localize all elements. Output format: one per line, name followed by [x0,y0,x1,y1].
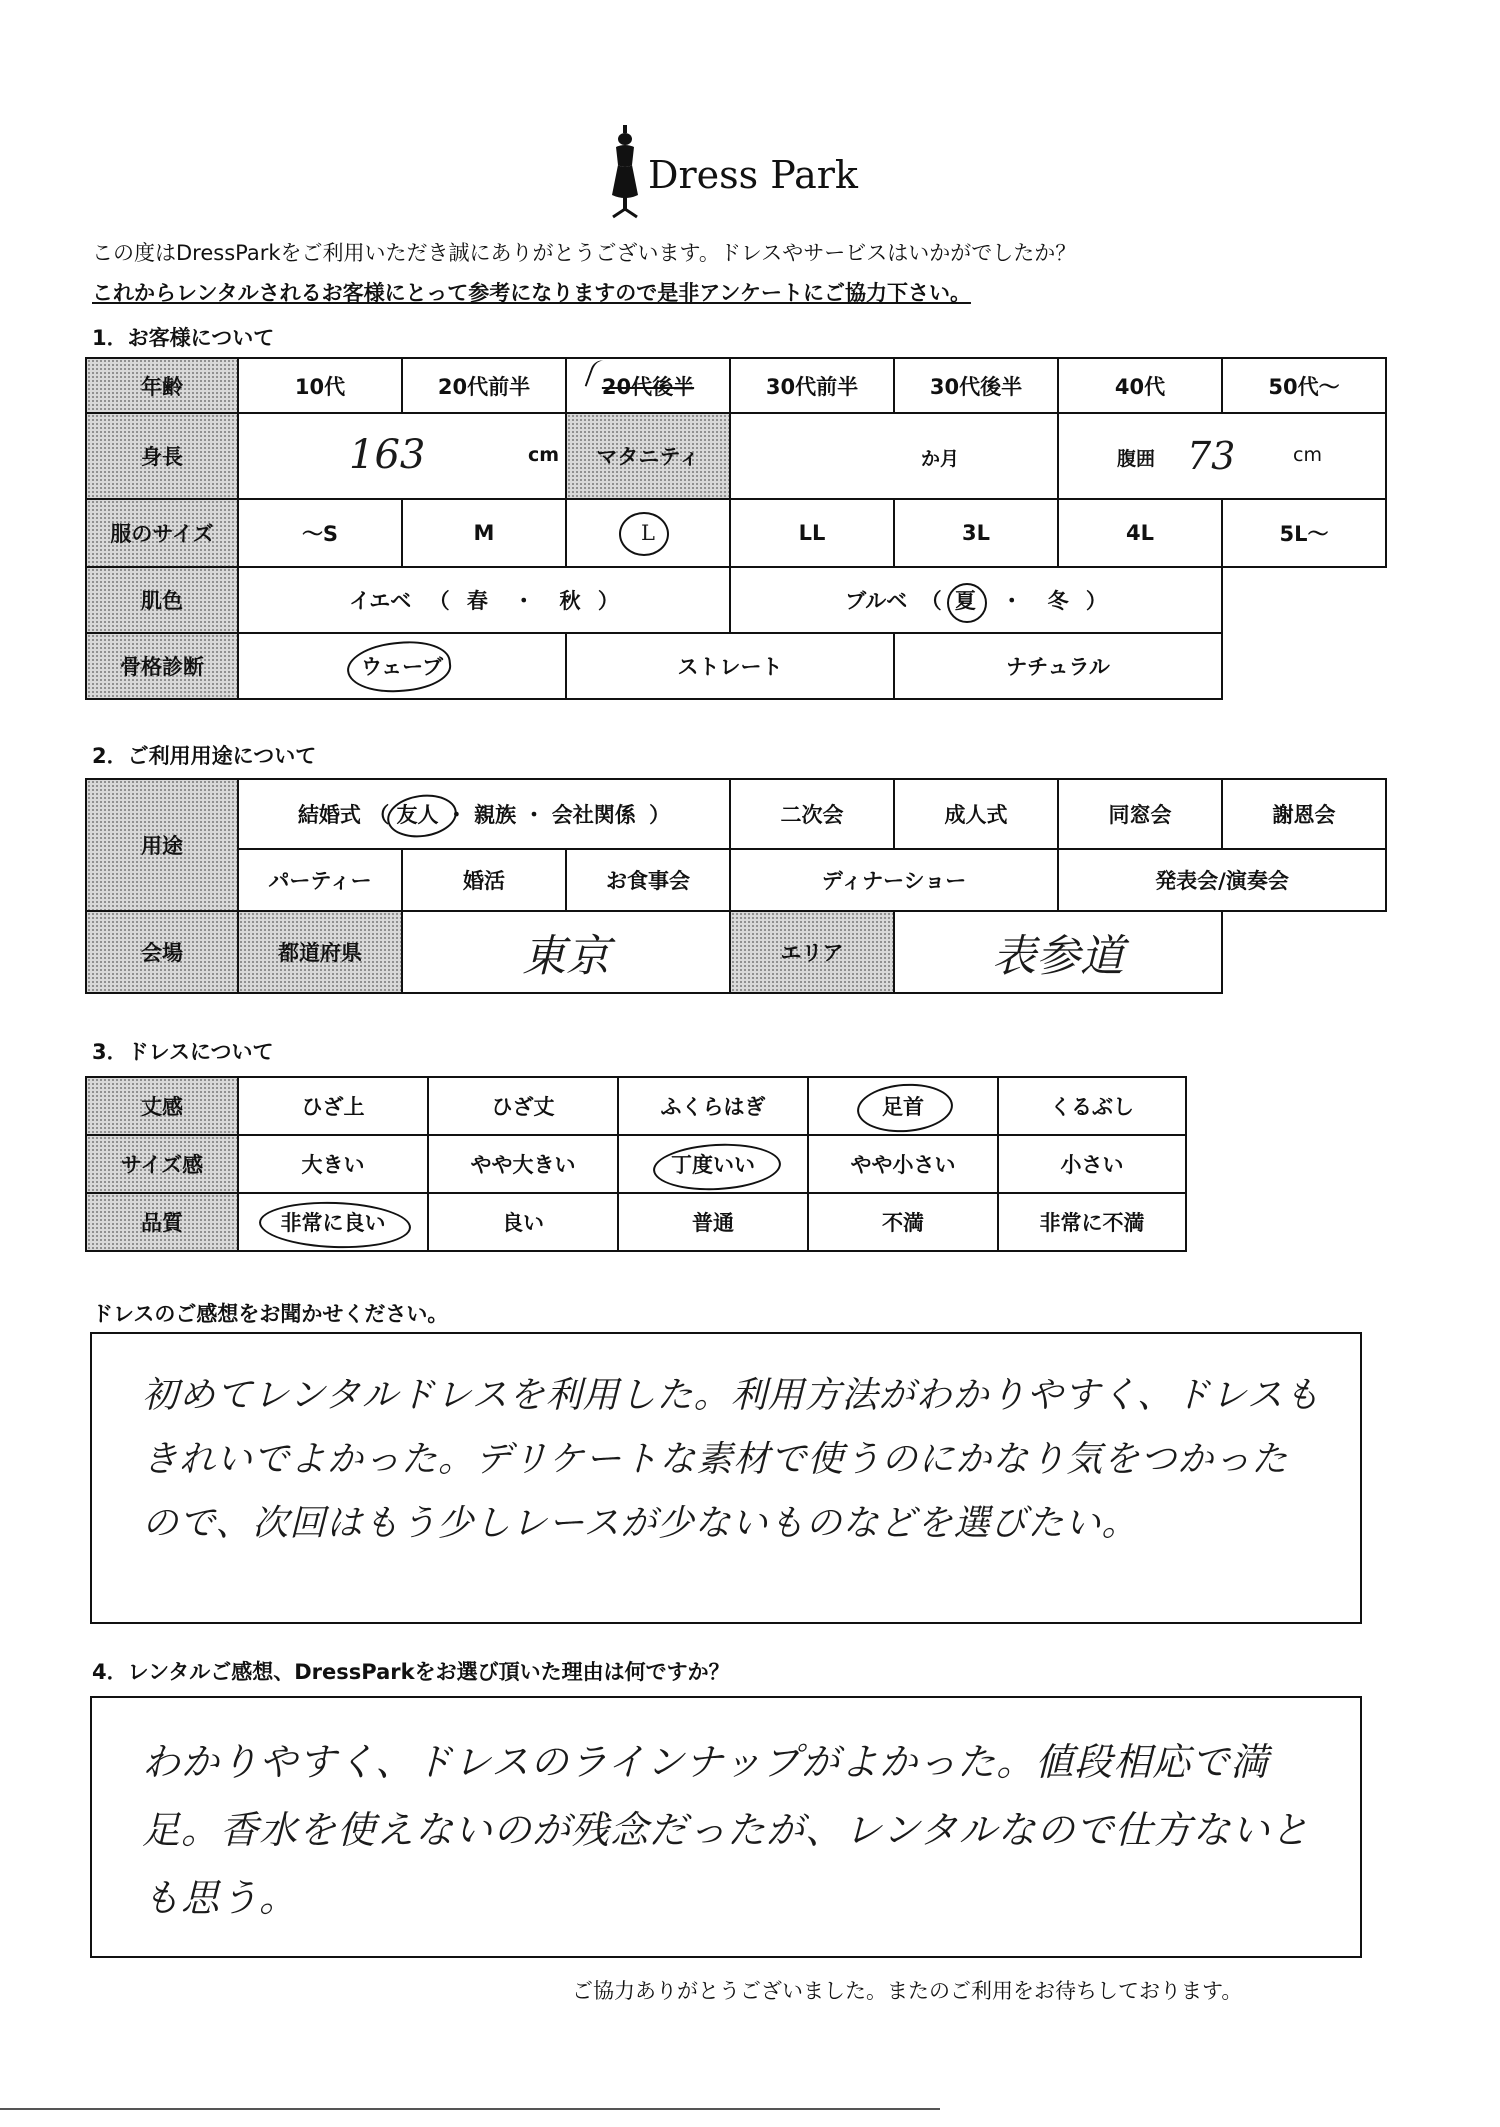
purpose-option[interactable]: 同窓会 [1058,779,1222,849]
waist-value: 73 [1187,434,1236,478]
dresspark-logo [600,125,900,230]
size-option-selected[interactable] [566,499,730,567]
blank-cell [1222,911,1386,993]
quality-option[interactable]: 普通 [618,1193,808,1251]
paren-open: （ [920,589,942,613]
skin-blue-label: ブルベ [845,589,908,613]
bone-option-text: ウェーブ [360,655,444,679]
dress-table [85,1076,1187,1252]
wedding-option-family[interactable]: 親族 [474,803,517,827]
dress-form-icon [608,125,642,220]
quality-option[interactable]: 良い [428,1193,618,1251]
fit-option[interactable]: やや大きい [428,1135,618,1193]
skin-label: 肌色 [86,567,238,633]
size-option-text: L [641,521,655,545]
skin-option-summer[interactable] [955,589,983,613]
purpose-table [85,778,1387,994]
selection-circle [619,512,669,556]
quality-label: 品質 [86,1193,238,1251]
size-option[interactable]: ～S [238,499,402,567]
quality-option[interactable]: 非常に不満 [998,1193,1186,1251]
skin-option-summer-text: 夏 [954,589,976,613]
length-option[interactable]: くるぶし [998,1077,1186,1135]
intro-request: これからレンタルされるお客様にとって参考になりますので是非アンケートにご協力下さい。 [92,281,971,305]
separator: ・ [523,803,545,827]
paren-close: ） [649,803,671,827]
purpose-row-1 [86,779,1386,849]
reason-textarea[interactable]: わかりやすく、ドレスのラインナップがよかった。値段相応で満足。香水を使えないのが残念だったが、レンタルなので仕方ないとも思う。 [90,1696,1362,1958]
size-option[interactable]: LL [730,499,894,567]
size-option[interactable]: 3L [894,499,1058,567]
length-option[interactable]: ひざ丈 [428,1077,618,1135]
area-field[interactable] [894,911,1222,993]
purpose-option[interactable]: 成人式 [894,779,1058,849]
size-option[interactable]: M [402,499,566,567]
purpose-option[interactable]: パーティー [238,849,402,911]
fit-label: サイズ感 [86,1135,238,1193]
length-option-text: 足首 [882,1095,924,1119]
length-option[interactable]: ふくらはぎ [618,1077,808,1135]
maternity-unit: か月 [921,448,960,470]
bone-label: 骨格診断 [86,633,238,699]
age-option[interactable]: 30代後半 [894,358,1058,413]
length-option-selected[interactable] [808,1077,998,1135]
wedding-label: 結婚式 [297,803,361,827]
section1-title: 1．お客様について [92,326,275,350]
quality-option-selected[interactable] [238,1193,428,1251]
venue-label: 会場 [86,911,238,993]
intro-text: この度はDressParkをご利用いただき誠にありがとうございます。ドレスやサービスはいかがでしたか？ [92,241,1077,265]
paren-open: （ [368,803,390,827]
fit-option[interactable]: 大きい [238,1135,428,1193]
age-row [86,358,1386,413]
length-row [86,1077,1186,1135]
fit-option-text: 丁度いい [671,1153,755,1177]
purpose-option[interactable]: 二次会 [730,779,894,849]
purpose-row-2 [86,849,1386,911]
skin-row [86,567,1386,633]
selection-circle [258,1199,412,1250]
separator: ・ [445,803,467,827]
fit-row [86,1135,1186,1193]
waist-unit: cm [1293,444,1322,466]
prefecture-label: 都道府県 [238,911,402,993]
fit-option[interactable]: 小さい [998,1135,1186,1193]
separator: ・ [1001,589,1023,613]
area-label: エリア [730,911,894,993]
skin-yellow-label: イエベ [349,589,412,613]
age-label: 年齢 [86,358,238,413]
waist-label: 腹囲 [1117,448,1156,470]
selection-circle [855,1081,954,1135]
customer-table [85,357,1387,700]
age-option[interactable]: 30代前半 [730,358,894,413]
quality-option-text: 非常に良い [280,1211,386,1235]
height-unit: cm [527,444,559,466]
separator: ・ [513,589,535,613]
age-option[interactable]: 40代 [1058,358,1222,413]
selection-circle [652,1141,782,1193]
size-row [86,499,1386,567]
height-value: 163 [349,432,426,478]
blank-cell [1222,567,1386,633]
selection-circle [384,790,459,841]
section4-title: 4．レンタルご感想、DressParkをお選び頂いた理由は何ですか？ [92,1660,730,1684]
purpose-option[interactable]: 発表会/演奏会 [1058,849,1386,911]
height-row [86,413,1386,499]
closing-message: ご協力ありがとうございました。またのご利用をお待ちしております。 [572,1979,1243,2003]
age-option[interactable]: 10代 [238,358,402,413]
age-option-selected[interactable] [566,358,730,413]
skin-blue[interactable] [730,567,1222,633]
bone-option[interactable]: ナチュラル [894,633,1222,699]
bone-option-selected[interactable] [238,633,566,699]
age-option-text: 20代後半 [601,374,695,399]
area-value: 表参道 [992,931,1125,982]
maternity-label: マタニティ [566,413,730,499]
age-option[interactable]: 50代～ [1222,358,1386,413]
purpose-wedding[interactable] [238,779,730,849]
paren-close: ） [1085,589,1107,613]
purpose-option[interactable]: 婚活 [402,849,566,911]
feedback-prompt: ドレスのご感想をお聞かせください。 [92,1302,449,1326]
feedback-textarea[interactable]: 初めてレンタルドレスを利用した。利用方法がわかりやすく、ドレスもきれいでよかった。デリケートな素材で使うのにかなり気をつかったので、次回はもう少しレースが少ないものなどを選びたい。 [90,1332,1362,1624]
venue-row [86,911,1386,993]
height-label: 身長 [86,413,238,499]
skin-option-winter[interactable]: 冬 [1047,589,1069,613]
wedding-option-friend[interactable] [397,803,446,827]
wedding-option-friend-text: 友人 [396,803,439,827]
paren-open: （ [428,589,450,613]
blank-cell [1222,633,1386,699]
maternity-field[interactable] [730,413,1058,499]
purpose-option[interactable]: ディナーショー [730,849,1058,911]
purpose-label: 用途 [86,779,238,911]
selection-circle [947,583,987,623]
quality-row [86,1193,1186,1251]
skin-option-autumn[interactable]: 秋 [559,589,581,613]
purpose-option[interactable]: お食事会 [566,849,730,911]
purpose-option[interactable]: 謝恩会 [1222,779,1386,849]
section2-title: 2．ご利用用途について [92,744,317,768]
prefecture-field[interactable] [402,911,730,993]
fit-option-selected[interactable] [618,1135,808,1193]
waist-field[interactable] [1058,413,1386,499]
fit-option[interactable]: やや小さい [808,1135,998,1193]
height-field[interactable] [238,413,566,499]
section3-title: 3．ドレスについて [92,1040,274,1064]
wedding-option-company[interactable]: 会社関係 [551,803,636,827]
prefecture-value: 東京 [522,931,611,982]
skin-option-spring[interactable]: 春 [466,589,488,613]
size-label: 服のサイズ [86,499,238,567]
bone-row [86,633,1386,699]
skin-yellow[interactable] [238,567,730,633]
length-label: 丈感 [86,1077,238,1135]
scan-edge-line [0,2108,940,2110]
age-option[interactable]: 20代前半 [402,358,566,413]
quality-option[interactable]: 不満 [808,1193,998,1251]
length-option[interactable]: ひざ上 [238,1077,428,1135]
selection-circle [345,637,454,698]
paren-close: ） [597,589,619,613]
logo-wordmark: Dress Park [648,153,858,197]
size-option[interactable]: 4L [1058,499,1222,567]
size-option[interactable]: 5L～ [1222,499,1386,567]
bone-option[interactable]: ストレート [566,633,894,699]
